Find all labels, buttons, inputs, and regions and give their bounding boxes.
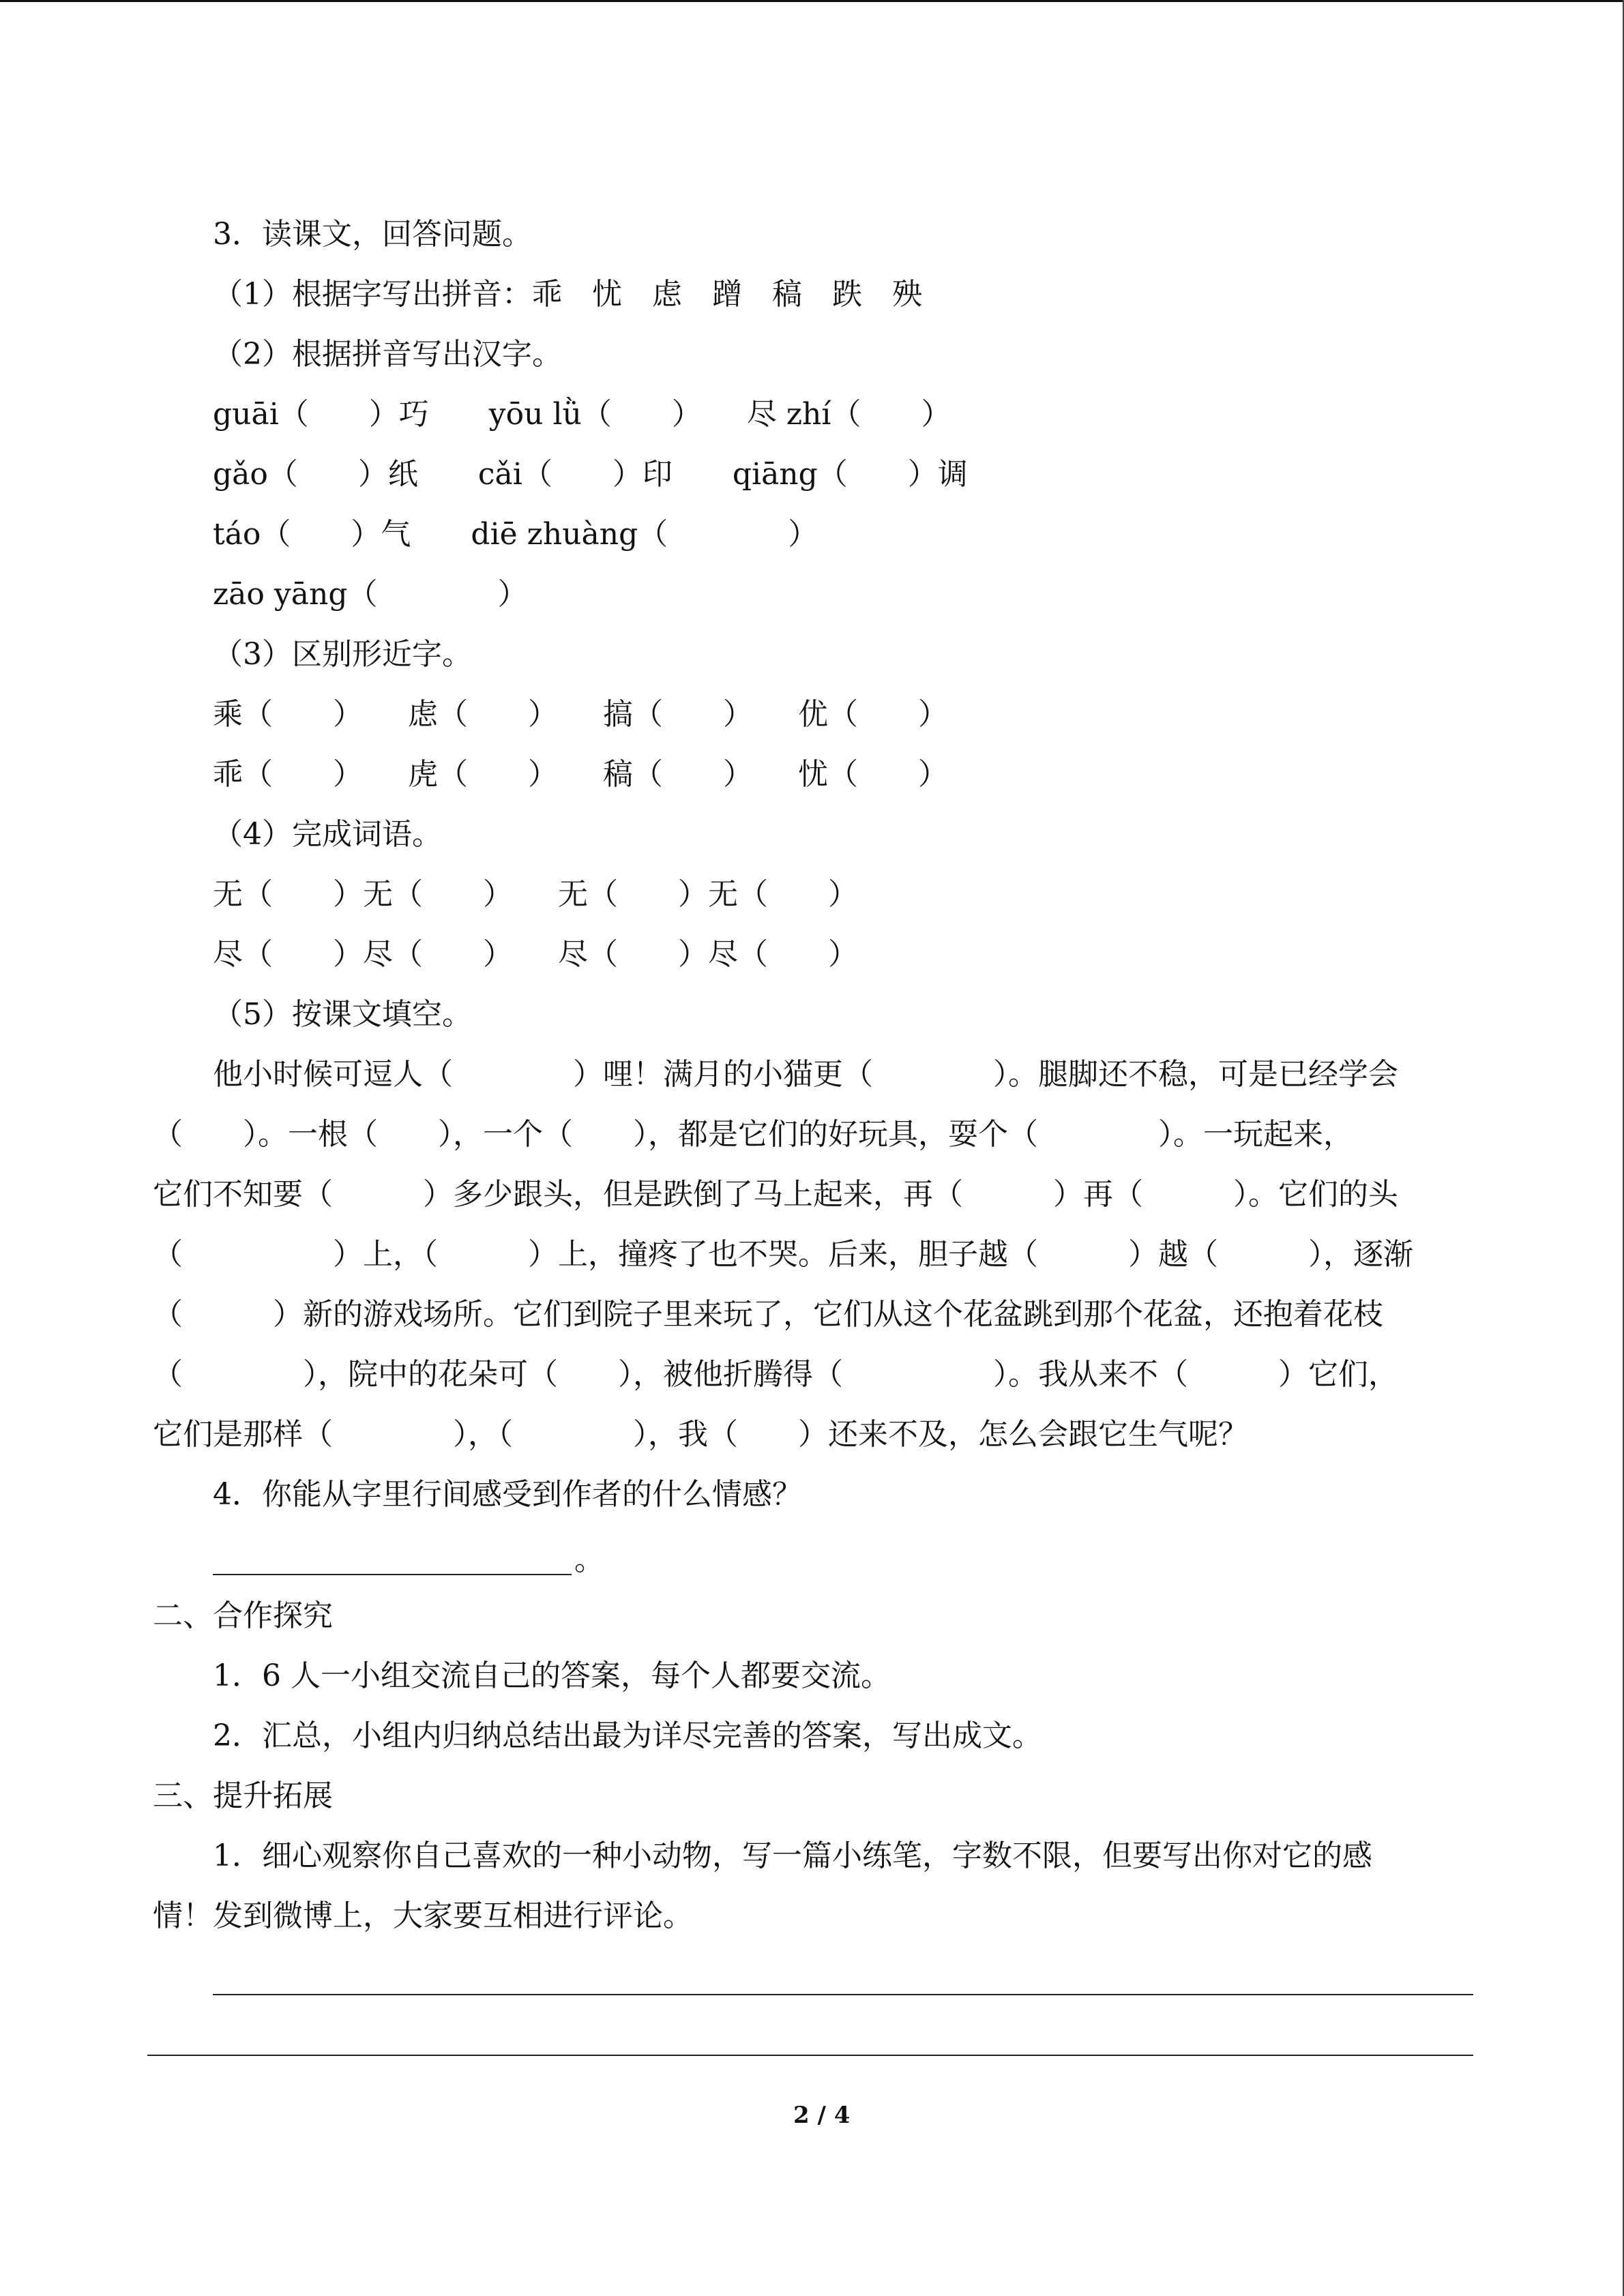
passage-line: 它们是那样（ ），（ ），我（ ）还来不及，怎么会跟它生气呢？ [153,1417,1248,1452]
similar-char-row: 乖（ ） 虎（ ） 稿（ ） 忧（ ） [213,757,948,792]
section3-item1-line2: 情！发到微博上，大家要互相进行评论。 [153,1898,693,1933]
passage-line: （ ）新的游戏场所。它们到院子里来玩了，它们从这个花盆跳到那个花盆，还抱着花枝 [153,1297,1383,1332]
q4-answer-period: 。 [574,1542,604,1577]
q3-part2: （2）根据拼音写出汉字。 [213,337,562,372]
section2-heading: 二、合作探究 [153,1598,333,1633]
q3-title: 3．读课文，回答问题。 [213,217,532,252]
page-top-border [0,0,1624,2]
pinyin-row: guāi（ ）巧 yōu lǜ（ ） 尽 zhí（ ） [213,397,951,432]
section3-item1-line1: 1．细心观察你自己喜欢的一种小动物，写一篇小练笔，字数不限，但要写出你对它的感 [213,1838,1372,1873]
q4-answer-line[interactable] [213,1574,572,1575]
pinyin-row: táo（ ）气 diē zhuàng（ ） [213,517,818,552]
q3-part3: （3）区别形近字。 [213,637,472,672]
q4-title: 4．你能从字里行间感受到作者的什么情感？ [213,1477,802,1512]
footer-divider [147,2055,1473,2056]
passage-line: （ ），院中的花朵可（ ），被他折腾得（ ）。我从来不（ ）它们， [153,1357,1398,1392]
similar-char-row: 乘（ ） 虑（ ） 搞（ ） 优（ ） [213,697,948,732]
answer-write-line[interactable] [213,1994,1473,1995]
q3-part4: （4）完成词语。 [213,817,442,852]
passage-line: 它们不知要（ ）多少跟头，但是跌倒了马上起来，再（ ）再（ ）。它们的头 [153,1177,1398,1212]
section2-item: 1．6 人一小组交流自己的答案，每个人都要交流。 [213,1658,891,1693]
word-row: 尽（ ）尽（ ） 尽（ ）尽（ ） [213,937,858,972]
pinyin-row: zāo yāng（ ） [213,577,528,612]
pinyin-row: gǎo（ ）纸 cǎi（ ）印 qiāng（ ）调 [213,457,968,492]
q3-part1: （1）根据字写出拼音：乖 忧 虑 蹭 稿 跌 殃 [213,277,922,312]
passage-line: （ ）。一根（ ），一个（ ），都是它们的好玩具，耍个（ ）。一玩起来， [153,1117,1353,1152]
q3-part5: （5）按课文填空。 [213,997,472,1032]
passage-line: 他小时候可逗人（ ）哩！满月的小猫更（ ）。腿脚还不稳，可是已经学会 [213,1057,1398,1092]
passage-line: （ ）上，（ ）上，撞疼了也不哭。后来，胆子越（ ）越（ ），逐渐 [153,1237,1413,1272]
section2-item: 2．汇总，小组内归纳总结出最为详尽完善的答案，写出成文。 [213,1718,1042,1753]
page-number: 2 / 4 [793,2102,851,2129]
word-row: 无（ ）无（ ） 无（ ）无（ ） [213,877,858,912]
section3-heading: 三、提升拓展 [153,1778,333,1813]
